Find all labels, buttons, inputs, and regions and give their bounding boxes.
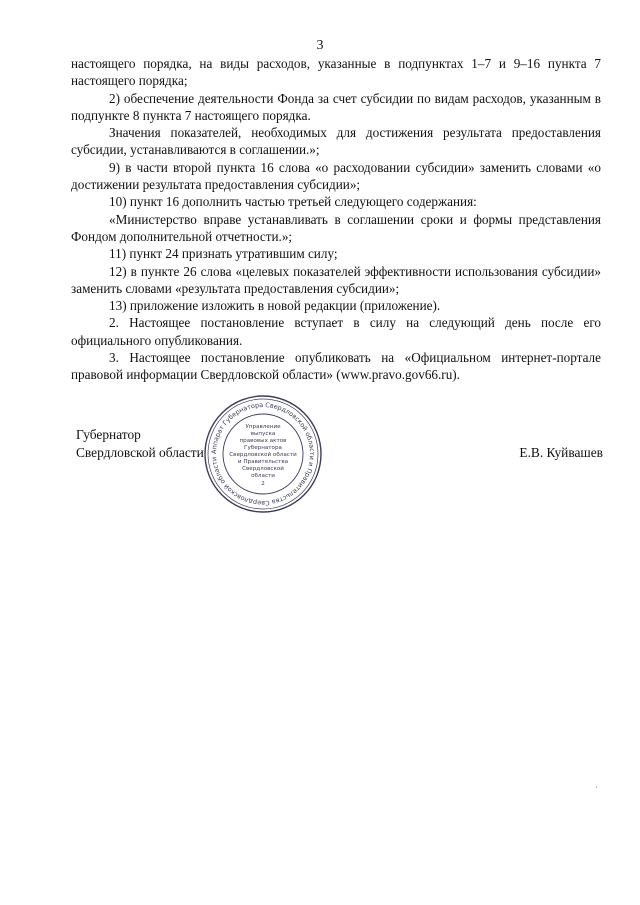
seal-center-text: 2	[261, 481, 265, 487]
seal-graphic	[202, 393, 324, 515]
seal-center-text: Управление	[245, 424, 281, 430]
seal-center-text: и Правительства	[237, 459, 289, 465]
seal-center-text: Губернатора	[244, 445, 282, 451]
seal-center-text: выпуска	[250, 431, 276, 437]
scan-speck	[596, 786, 597, 788]
seal-ring-text: Аппарат Губернатора Свердловской области и Правительства Свердловской области	[209, 400, 317, 508]
paragraph: 2) обеспечение деятельности Фонда за счет субсидии по видам расходов, указанным в подпункте 8 пункта 7 настоящего порядка.	[71, 90, 601, 123]
document-body	[71, 55, 601, 384]
signer-title-line: Губернатор	[76, 427, 141, 442]
paragraph: 10) пункт 16 дополнить частью третьей следующего содержания:	[109, 194, 477, 210]
seal-center-text: Свердловской	[242, 466, 284, 472]
signer-name: Е.В. Куйвашев	[519, 445, 603, 460]
paragraph: 2. Настоящее постановление вступает в силу на следующий день после его официального опубликования.	[71, 315, 601, 348]
seal-center-text: Свердловской области	[229, 452, 297, 458]
paragraph: 12) в пункте 26 слова «целевых показателей эффективности использования субсидии» заменить словами «результата предоставления субсидии»;	[71, 263, 601, 296]
paragraph: «Министерство вправе устанавливать в соглашении сроки и формы представления Фондом дополнительной отчетности.»;	[71, 211, 601, 244]
signer-title-line: Свердловской области	[76, 444, 204, 460]
seal-center-text: правовых актов	[239, 438, 287, 444]
paragraph: настоящего порядка, на виды расходов, указанные в подпунктах 1–7 и 9–16 пункта 7 настоящего порядка;	[71, 56, 601, 89]
paragraph: 9) в части второй пункта 16 слова «о расходовании субсидии» заменить словами «о достижении результата предоставления субсидии»;	[71, 159, 601, 193]
paragraph: 3. Настоящее постановление опубликовать на «Официальном интернет-портале правовой информации Свердловской области» (www.pravo.gov66.ru).	[71, 350, 601, 383]
paragraph: Значения показателей, необходимых для достижения результата предоставления субсидии, устанавливаются в соглашении.»;	[71, 125, 601, 158]
signer-title	[76, 426, 204, 461]
paragraph: 13) приложение изложить в новой редакции (приложение).	[109, 298, 441, 314]
seal-center-text: области	[251, 473, 275, 479]
official-seal	[202, 393, 324, 515]
paragraph: 11) пункт 24 признать утратившим силу;	[109, 246, 338, 262]
page-number: 3	[316, 38, 324, 53]
